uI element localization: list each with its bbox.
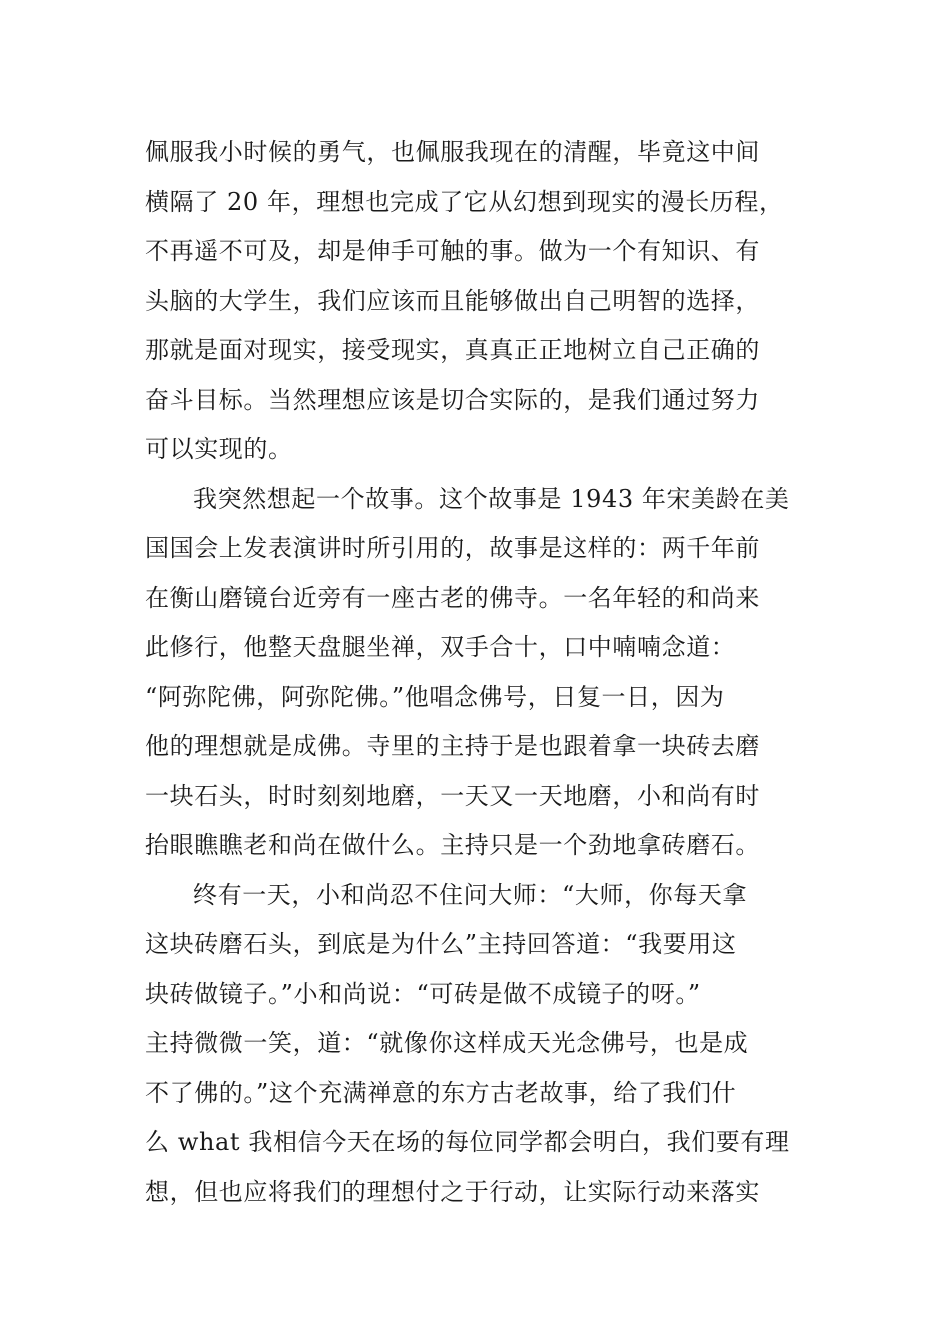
text-line: 他的理想就是成佛。寺里的主持于是也跟着拿一块砖去磨 [145, 732, 760, 760]
paragraph-start-line: 我突然想起一个故事。这个故事是 1943 年宋美龄在美 [193, 484, 790, 513]
text-line: 不了佛的。”这个充满禅意的东方古老故事，给了我们什 [145, 1078, 737, 1107]
text-line: 佩服我小时候的勇气，也佩服我现在的清醒，毕竟这中间 [145, 138, 760, 166]
text-line: 国国会上发表演讲时所引用的，故事是这样的：两千年前 [145, 534, 760, 562]
text-line: 抬眼瞧瞧老和尚在做什么。主持只是一个劲地拿砖磨石。 [145, 831, 760, 859]
text-line: 此修行，他整天盘腿坐禅，双手合十，口中喃喃念道： [145, 633, 736, 661]
text-line: 块砖做镜子。”小和尚说：“可砖是做不成镜子的呀。” [145, 979, 701, 1008]
text-line: 可以实现的。 [145, 435, 293, 463]
text-line: 那就是面对现实，接受现实，真真正正地树立自己正确的 [145, 336, 760, 364]
text-line: 一块石头，时时刻刻地磨，一天又一天地磨，小和尚有时 [145, 781, 760, 810]
text-line: 头脑的大学生，我们应该而且能够做出自己明智的选择， [145, 286, 760, 315]
text-line: 横隔了 20 年，理想也完成了它从幻想到现实的漫长历程， [145, 187, 784, 216]
text-line: 想，但也应将我们的理想付之于行动，让实际行动来落实 [145, 1177, 760, 1206]
paragraph-start-line: 终有一天，小和尚忍不住问大师：“大师，你每天拿 [193, 880, 748, 909]
text-line: 不再遥不可及，却是伸手可触的事。做为一个有知识、有 [145, 237, 760, 265]
text-line: 主持微微一笑，道：“就像你这样成天光念佛号，也是成 [145, 1029, 749, 1057]
text-line: “阿弥陀佛，阿弥陀佛。”他唱念佛号，日复一日，因为 [145, 682, 725, 711]
text-line: 么 what 我相信今天在场的每位同学都会明白，我们要有理 [145, 1128, 790, 1156]
document-body [145, 128, 807, 1217]
text-line: 在衡山磨镜台近旁有一座古老的佛寺。一名年轻的和尚来 [145, 583, 760, 612]
text-line: 这块砖磨石头，到底是为什么”主持回答道：“我要用这 [145, 930, 737, 958]
text-line: 奋斗目标。当然理想应该是切合实际的，是我们通过努力 [145, 385, 760, 414]
